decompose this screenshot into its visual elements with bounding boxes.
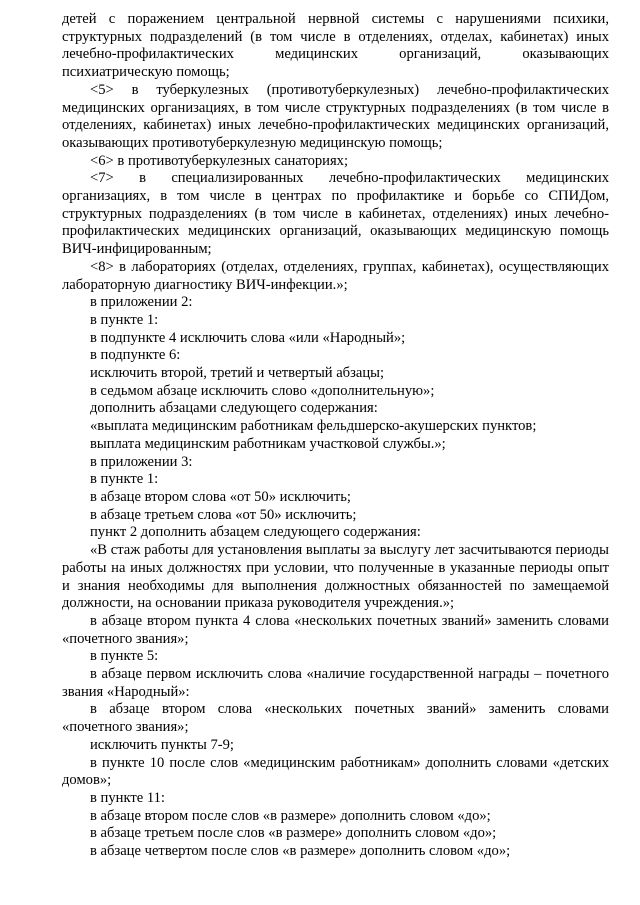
paragraph-first-abzats: в абзаце первом исключить слова «наличие государственной награды – почетного звания «Народный»:: [62, 666, 609, 700]
paragraph-third-abzats: в абзаце третьем слова «от 50» исключить;: [90, 506, 357, 523]
footnote-6: <6> в противотуберкулезных санаториях;: [90, 152, 349, 169]
paragraph-item-2: пункт 2 дополнить абзацем следующего содержания:: [90, 524, 421, 541]
paragraph-add-abzats: дополнить абзацами следующего содержания:: [90, 400, 378, 417]
paragraph-appendix-2: в приложении 2:: [90, 294, 193, 311]
footnote-5: <5> в туберкулезных (противотуберкулезных) лечебно-профилактических медицинских организациях, в том числе структурных подразделениях (в том числе в отделениях, кабинетах) иных лечебно-профилактических медицинских организаций, оказывающих противотуберкулезную медицинскую помощь;: [62, 81, 609, 151]
paragraph-appendix-3: в приложении 3:: [90, 453, 193, 470]
paragraph-item-11-fourth: в абзаце четвертом после слов «в размере» дополнить словом «до»;: [90, 843, 511, 860]
document-page: [62, 11, 609, 861]
paragraph-item-1: в пункте 1:: [90, 311, 159, 328]
paragraph-district-payment: выплата медицинским работникам участковой службы.»;: [90, 435, 446, 452]
paragraph-item-5: в пункте 5:: [90, 648, 159, 665]
footnote-7: <7> в специализированных лечебно-профилактических медицинских организациях, в том числе в центрах по профилактике и борьбе со СПИДом, структурных подразделениях (в том числе в кабинетах, отделениях) иных лечебно-профилактических медицинских организаций, оказывающих медицинскую помощь ВИЧ-инфицированным;: [62, 170, 609, 258]
paragraph-item-1b: в пункте 1:: [90, 471, 159, 488]
paragraph-exclude-abzats: исключить второй, третий и четвертый абзацы;: [90, 365, 385, 382]
paragraph-item-10: в пункте 10 после слов «медицинским работникам» дополнить словами «детских домов»;: [62, 754, 609, 789]
paragraph-fap-payment: «выплата медицинским работникам фельдшерско-акушерских пунктов;: [90, 418, 537, 435]
footnote-8: <8> в лабораториях (отделах, отделениях, группах, кабинетах), осуществляющих лабораторную диагностику ВИЧ-инфекции.»;: [62, 258, 609, 293]
paragraph-item-11: в пункте 11:: [90, 789, 165, 806]
paragraph-second-abzats-b: в абзаце втором слова «нескольких почетных званий» заменить словами «почетного звания»;: [62, 701, 609, 736]
paragraph-service-length: «В стаж работы для установления выплаты за выслугу лет засчитываются периоды работы на иных должностях при условии, что полученные в указанные периоды опыт и знания необходимы для выполнения должностных обязанностей по замещаемой должности, на основании приказа руководителя учреждения.»;: [62, 542, 609, 612]
paragraph-item-11-third: в абзаце третьем после слов «в размере» дополнить словом «до»;: [90, 825, 497, 842]
paragraph-psychiatric-continuation: детей с поражением центральной нервной системы с нарушениями психики, структурных подразделений (в том числе в отделениях, отделах, кабинетах) иных лечебно-профилактических медицинских организаций, оказывающих психиатрическую помощь;: [62, 11, 609, 81]
paragraph-exclude-items: исключить пункты 7-9;: [90, 736, 234, 753]
paragraph-subitem-4: в подпункте 4 исключить слова «или «Народный»;: [90, 329, 406, 346]
paragraph-seventh-abzats: в седьмом абзаце исключить слово «дополнительную»;: [90, 382, 435, 399]
paragraph-item-11-second: в абзаце втором после слов «в размере» дополнить словом «до»;: [90, 807, 491, 824]
paragraph-second-abzats: в абзаце втором слова «от 50» исключить;: [90, 488, 351, 505]
paragraph-item-4: в абзаце втором пункта 4 слова «нескольких почетных званий» заменить словами «почетного звания»;: [62, 612, 609, 647]
paragraph-subitem-6: в подпункте 6:: [90, 347, 181, 364]
